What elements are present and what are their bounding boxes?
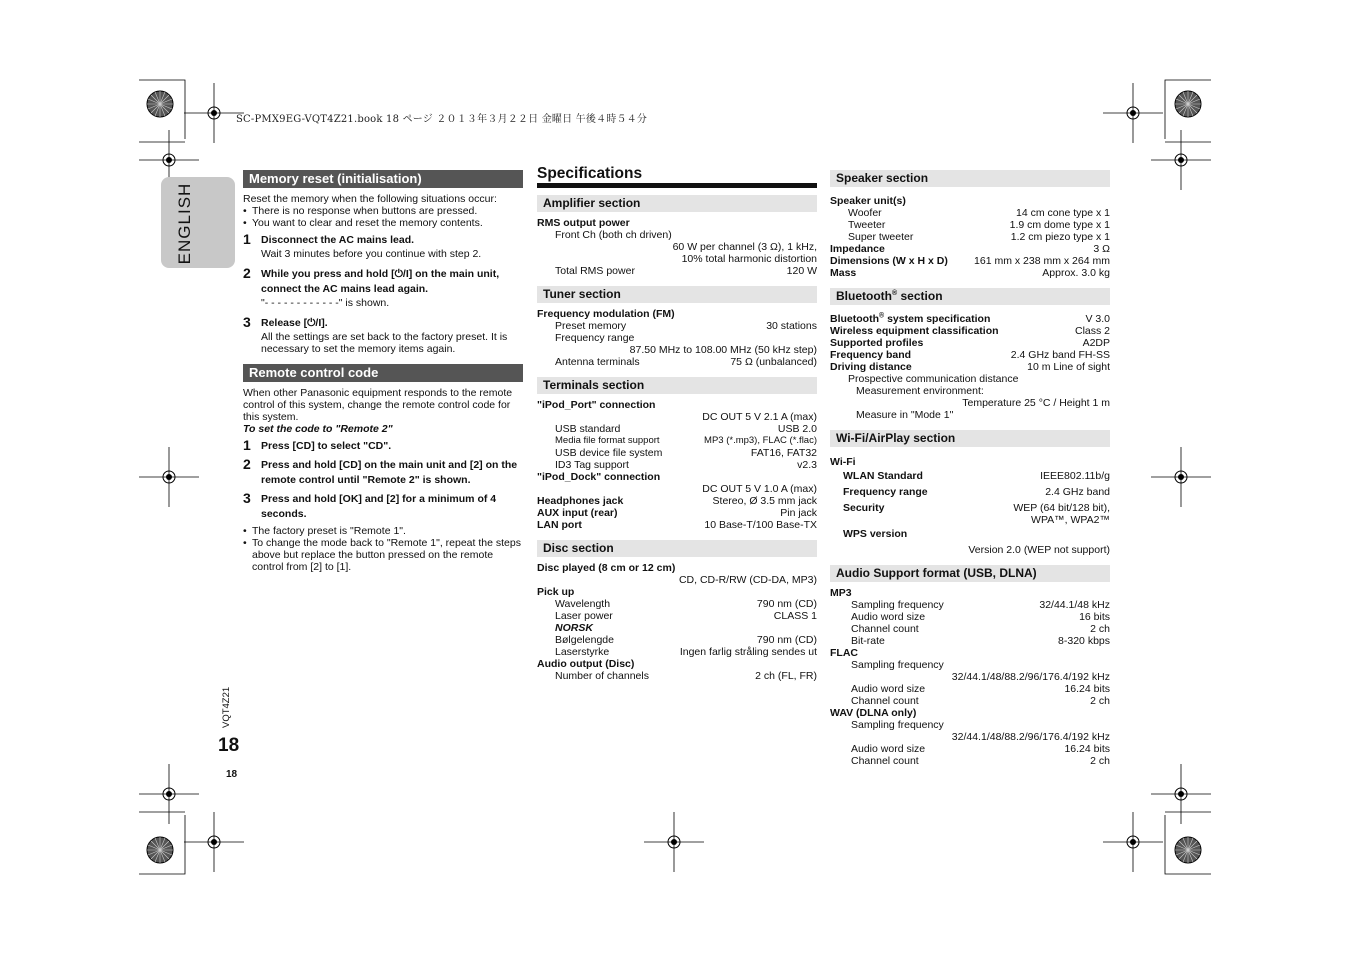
spec-row — [537, 459, 817, 471]
spec-value: 87.50 MHz to 108.00 MHz (50 kHz step) — [629, 344, 817, 356]
spec-row — [830, 599, 1110, 611]
step-text: Press [CD] to select "CD". — [261, 440, 392, 452]
spec-label: Laser power — [555, 610, 613, 622]
spec-row — [830, 484, 1110, 500]
spec-label: Bølgelengde — [555, 634, 614, 646]
spec-value: Class 2 — [1074, 325, 1110, 337]
spec-label: Tweeter — [848, 219, 886, 231]
spec-label: Speaker unit(s) — [830, 195, 906, 207]
specifications-title: Specifications — [537, 168, 817, 188]
bluetooth-heading — [830, 288, 1110, 305]
spec-label: Sampling frequency — [851, 719, 944, 731]
spec-value: 2.4 GHz band FH-SS — [1010, 349, 1110, 361]
spec-label: Number of channels — [555, 670, 649, 682]
spec-value: 161 mm x 238 mm x 264 mm — [974, 255, 1110, 267]
spec-value: 10 Base-T/100 Base-TX — [704, 519, 817, 531]
spec-label: Dimensions (W x H x D) — [830, 255, 948, 267]
step-text: Press and hold [OK] and [2] for a minimum of 4 seconds. — [261, 493, 497, 520]
spec-label: MP3 — [830, 587, 852, 599]
spec-label: "iPod_Port" connection — [537, 399, 656, 411]
memory-reset-step — [243, 266, 523, 297]
amplifier-heading: Amplifier section — [537, 195, 817, 212]
page-number: 18 — [218, 735, 240, 756]
spec-row — [830, 500, 1110, 528]
spec-label: USB device file system — [555, 447, 663, 459]
step-number: 3 — [243, 314, 251, 330]
spec-value: DC OUT 5 V 1.0 A (max) — [702, 483, 817, 495]
remote-code-intro: When other Panasonic equipment responds to the remote control of this system, change the remote control code for this system. — [243, 387, 513, 423]
spec-label-a: Bluetooth — [830, 313, 879, 325]
spec-label: Media file format support — [555, 435, 660, 446]
spec-value: 1.2 cm piezo type x 1 — [1010, 231, 1110, 243]
spec-value: A2DP — [1082, 337, 1110, 349]
spec-label: Frequency band — [830, 349, 912, 361]
spec-row — [830, 361, 1110, 373]
spec-row — [537, 423, 817, 435]
spec-label: Wavelength — [555, 598, 611, 610]
spec-label: Pick up — [537, 586, 575, 598]
spec-value: 790 nm (CD) — [756, 634, 817, 646]
spec-label: Antenna terminals — [555, 356, 640, 368]
spec-label: Sampling frequency — [851, 599, 944, 611]
side-model-code: VQT4Z21 — [221, 686, 232, 728]
spec-row — [537, 610, 817, 622]
step-number: 1 — [243, 437, 251, 453]
spec-row — [537, 519, 817, 531]
spec-label: AUX input (rear) — [537, 507, 618, 519]
spec-label: Measurement environment: — [856, 385, 984, 397]
step-number: 2 — [243, 265, 251, 281]
step-note: Wait 3 minutes before you continue with step 2. — [261, 248, 482, 260]
spec-label: Impedance — [830, 243, 885, 255]
spec-value: IEEE802.11b/g — [1040, 470, 1110, 482]
spec-row — [830, 313, 1110, 325]
spec-row — [537, 670, 817, 682]
spec-value: 120 W — [786, 265, 817, 277]
spec-row — [537, 320, 817, 332]
speaker-heading: Speaker section — [830, 170, 1110, 187]
spec-value: 16 bits — [1079, 611, 1110, 623]
spec-value: v2.3 — [797, 459, 817, 471]
spec-label: FLAC — [830, 647, 858, 659]
language-tab-label: ENGLISH — [175, 182, 194, 265]
spec-label: Audio output (Disc) — [537, 658, 635, 670]
spec-value: FAT16, FAT32 — [750, 447, 817, 459]
spec-row — [830, 468, 1110, 484]
step-text: While you press and hold [⏻/I] on the main unit, connect the AC mains lead again. — [261, 268, 500, 295]
spec-value: 32/44.1/48/88.2/96/176.4/192 kHz — [951, 731, 1110, 743]
spec-label: Front Ch (both ch driven) — [555, 229, 672, 241]
spec-label: Total RMS power — [555, 265, 635, 277]
spec-value: 75 Ω (unbalanced) — [730, 356, 817, 368]
spec-value: Stereo, Ø 3.5 mm jack — [712, 495, 817, 507]
spec-row — [537, 646, 817, 658]
spec-value: 1.9 cm dome type x 1 — [1009, 219, 1110, 231]
spec-value: 10% total harmonic distortion — [681, 253, 817, 265]
spec-row — [830, 267, 1110, 279]
memory-reset-bullet: • You want to clear and reset the memory contents. — [243, 217, 523, 229]
spec-row — [537, 265, 817, 277]
spec-row — [830, 243, 1110, 255]
spec-row — [537, 447, 817, 459]
spec-value: 3 Ω — [1093, 243, 1110, 255]
spec-value: 2 ch — [1090, 623, 1110, 635]
spec-value — [1013, 502, 1110, 526]
spec-row — [830, 611, 1110, 623]
bluetooth-heading-b: section — [897, 289, 943, 303]
spec-value: 14 cm cone type x 1 — [1016, 207, 1110, 219]
spec-label: NORSK — [555, 622, 593, 634]
spec-label: Prospective communication distance — [848, 373, 1019, 385]
bluetooth-heading-a: Bluetooth — [836, 289, 892, 303]
spec-value: 16.24 bits — [1064, 743, 1110, 755]
remote-code-step — [243, 491, 523, 522]
spec-value: 2 ch — [1090, 755, 1110, 767]
spec-value: 790 nm (CD) — [756, 598, 817, 610]
step-note: "- - - - - - - - - - - -" is shown. — [261, 297, 390, 309]
spec-label: ID3 Tag support — [555, 459, 629, 471]
spec-value: 30 stations — [766, 320, 817, 332]
spec-label: Audio word size — [851, 611, 926, 623]
column-middle — [537, 165, 817, 682]
spec-label-b: system specification — [884, 313, 991, 325]
spec-label: WPS version — [843, 528, 908, 540]
step-number: 2 — [243, 456, 251, 472]
spec-label: Preset memory — [555, 320, 627, 332]
spec-value: 8-320 kbps — [1058, 635, 1110, 647]
spec-label: WAV (DLNA only) — [830, 707, 917, 719]
spec-label: LAN port — [537, 519, 582, 531]
tuner-heading: Tuner section — [537, 286, 817, 303]
spec-value: Version 2.0 (WEP not support) — [968, 544, 1110, 556]
spec-label: "iPod_Dock" connection — [537, 471, 661, 483]
remote-code-bullet: • The factory preset is "Remote 1". — [243, 525, 523, 537]
spec-label: Channel count — [851, 695, 919, 707]
spec-row — [830, 695, 1110, 707]
spec-value: 2.4 GHz band — [1045, 486, 1110, 498]
spec-row — [830, 231, 1110, 243]
registered-mark: ® — [879, 312, 885, 320]
spec-row — [830, 337, 1110, 349]
remote-code-subhead: To set the code to "Remote 2" — [243, 423, 393, 435]
memory-reset-step — [243, 232, 523, 248]
step-text: Press and hold [CD] on the main unit and [2] on the remote control until "Remote 2" is shown. — [261, 459, 518, 486]
print-line: SC-PMX9EG-VQT4Z21.book 18 ページ ２０１３年３月２２日 金曜日 午後４時５４分 — [236, 114, 648, 125]
spec-label: Frequency modulation (FM) — [537, 308, 675, 320]
spec-label: Bit-rate — [851, 635, 885, 647]
page-number-small: 18 — [226, 769, 238, 780]
spec-value: 10 m Line of sight — [1027, 361, 1110, 373]
spec-value-line: WEP (64 bit/128 bit), — [1013, 502, 1110, 514]
terminals-heading: Terminals section — [537, 377, 817, 394]
spec-value: 32/44.1/48 kHz — [1039, 599, 1110, 611]
spec-value: 2 ch (FL, FR) — [755, 670, 817, 682]
spec-row — [537, 598, 817, 610]
step-number: 1 — [243, 231, 251, 247]
spec-value: V 3.0 — [1085, 313, 1110, 325]
spec-value: CLASS 1 — [773, 610, 817, 622]
remote-code-step — [243, 457, 523, 488]
memory-reset-heading: Memory reset (initialisation) — [243, 170, 523, 188]
spec-row — [537, 507, 817, 519]
spec-label: Driving distance — [830, 361, 912, 373]
spec-value: 32/44.1/48/88.2/96/176.4/192 kHz — [951, 671, 1110, 683]
disc-heading: Disc section — [537, 540, 817, 557]
spec-row — [830, 743, 1110, 755]
spec-row — [830, 755, 1110, 767]
column-right — [830, 170, 1110, 767]
spec-value: CD, CD-R/RW (CD-DA, MP3) — [678, 574, 817, 586]
column-left — [243, 170, 523, 573]
spec-value: DC OUT 5 V 2.1 A (max) — [702, 411, 817, 423]
spec-label: Mass — [830, 267, 857, 279]
spec-label: Sampling frequency — [851, 659, 944, 671]
spec-label: Supported profiles — [830, 337, 924, 349]
registered-mark: ® — [892, 290, 898, 297]
spec-row — [830, 255, 1110, 267]
spec-row — [830, 207, 1110, 219]
spec-value: MP3 (*.mp3), FLAC (*.flac) — [704, 435, 817, 446]
spec-label: USB standard — [555, 423, 621, 435]
spec-label: Frequency range — [555, 332, 635, 344]
spec-row — [830, 623, 1110, 635]
spec-value: Ingen farlig stråling sendes ut — [679, 646, 817, 658]
audio-support-heading: Audio Support format (USB, DLNA) — [830, 565, 1110, 582]
spec-label: Wireless equipment classification — [830, 325, 999, 337]
spec-label: WLAN Standard — [843, 470, 923, 482]
spec-label: Audio word size — [851, 683, 926, 695]
spec-value: Pin jack — [780, 507, 817, 519]
spec-row — [830, 683, 1110, 695]
spec-label: Headphones jack — [537, 495, 624, 507]
spec-row — [537, 634, 817, 646]
step-note: All the settings are set back to the factory preset. It is necessary to set the memory items again. — [261, 331, 508, 355]
step-number: 3 — [243, 490, 251, 506]
spec-label: Measure in "Mode 1" — [856, 409, 954, 421]
spec-row — [830, 325, 1110, 337]
spec-label — [830, 313, 990, 325]
memory-reset-bullet: • There is no response when buttons are pressed. — [243, 205, 523, 217]
spec-label: Wi-Fi — [830, 456, 856, 468]
step-text: Release [⏻/I]. — [261, 317, 328, 329]
spec-label: Woofer — [848, 207, 882, 219]
spec-label: RMS output power — [537, 217, 630, 229]
spec-row — [537, 495, 817, 507]
spec-label: Audio word size — [851, 743, 926, 755]
spec-value: USB 2.0 — [777, 423, 817, 435]
spec-value: 60 W per channel (3 Ω), 1 kHz, — [672, 241, 817, 253]
remote-code-bullet: • To change the mode back to "Remote 1", repeat the steps above but replace the button pressed on the remote control from [2] to [1]. — [243, 537, 523, 573]
remote-code-heading: Remote control code — [243, 364, 523, 382]
step-text: Disconnect the AC mains lead. — [261, 234, 415, 246]
spec-row — [830, 349, 1110, 361]
memory-reset-step — [243, 315, 523, 331]
spec-value: 16.24 bits — [1064, 683, 1110, 695]
wifi-heading: Wi-Fi/AirPlay section — [830, 430, 1110, 447]
memory-reset-intro: Reset the memory when the following situations occur: — [243, 193, 497, 205]
spec-label: Frequency range — [843, 486, 928, 498]
spec-label: Channel count — [851, 623, 919, 635]
spec-row — [830, 219, 1110, 231]
spec-row — [537, 435, 817, 447]
spec-row — [830, 635, 1110, 647]
spec-label: Super tweeter — [848, 231, 914, 243]
remote-code-step — [243, 438, 523, 454]
spec-row — [537, 356, 817, 368]
spec-value: Temperature 25 °C / Height 1 m — [962, 397, 1110, 409]
spec-label: Channel count — [851, 755, 919, 767]
spec-label: Laserstyrke — [555, 646, 610, 658]
spec-value: Approx. 3.0 kg — [1042, 267, 1110, 279]
spec-label: Disc played (8 cm or 12 cm) — [537, 562, 676, 574]
spec-label: Security — [843, 502, 885, 514]
spec-value: 2 ch — [1090, 695, 1110, 707]
spec-value-line: WPA™, WPA2™ — [1031, 514, 1110, 526]
